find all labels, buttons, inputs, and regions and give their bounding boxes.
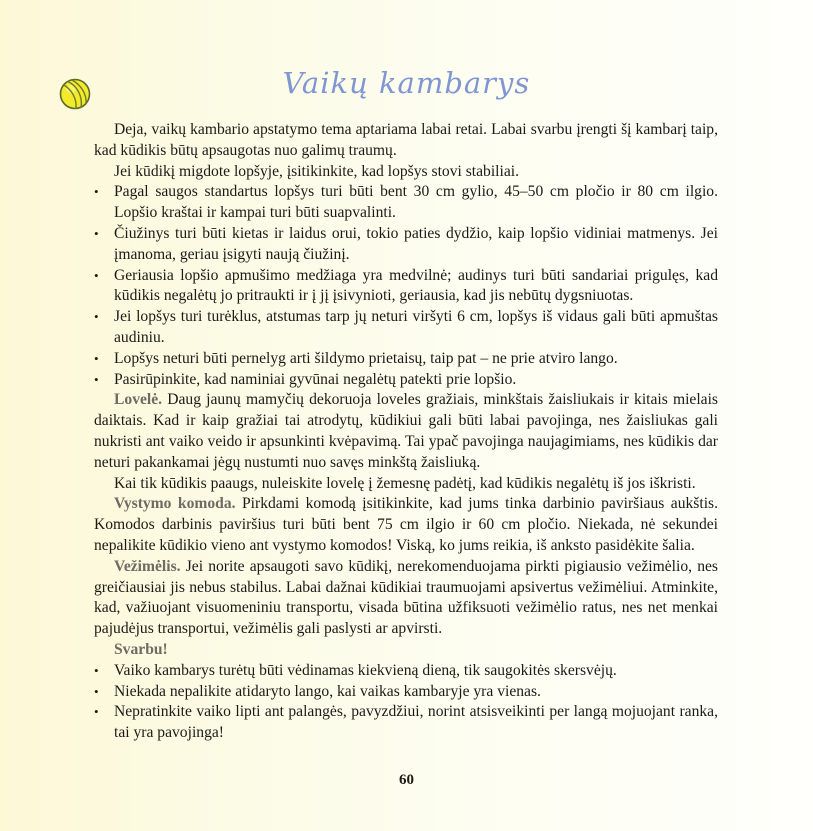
lovele-section bbox=[94, 390, 718, 473]
intro-paragraph: Jei kūdikį migdote lopšyje, įsitikinkite, kad lopšys stovi stabiliai. bbox=[114, 162, 519, 180]
list-item-text: Niekada nepalikite atidaryto lango, kai vaikas kambaryje yra vienas. bbox=[114, 682, 541, 700]
komoda-section bbox=[94, 494, 718, 556]
list-item bbox=[94, 370, 718, 391]
list-item bbox=[94, 307, 718, 349]
list-item bbox=[94, 682, 718, 703]
list-item-text: Geriausia lopšio apmušimo medžiaga yra medvilnė; audinys turi būti sandariai prigulęs, kad kūdikis negalėtų jo pritraukti ir į jį įsivynioti, geriausia, kad jis nebūtų dygsniuotas. bbox=[114, 266, 718, 305]
section-heading-svarbu: Svarbu! bbox=[114, 640, 168, 658]
list-item bbox=[94, 661, 718, 682]
intro-paragraph: Deja, vaikų kambario apstatymo tema aptariama labai retai. Labai svarbu įrengti šį kambarį taip, kad kūdikis būtų apsaugotas nuo galimų traumų. bbox=[94, 121, 718, 159]
list-item-text: Čiužinys turi būti kietas ir laidus orui, tokio paties dydžio, kaip lopšio vidiniai matmenys. Jei įmanoma, geriau įsigyti naują čiužinį. bbox=[114, 224, 718, 263]
page-title: Vaikų kambarys bbox=[282, 66, 531, 100]
section-text: Daug jaunų mamyčių dekoruoja loveles gražiais, minkštais žaisliukais ir kitais mielais daiktais. Kad ir kaip gražiai tai atrodytų, kūdikiui gali būti labai pavojinga, nes žaisliukas gali nukristi ant vaiko veido ir apsunkinti kvėpavimą. Tai ypač pavojinga naujagimiams, nes kūdikis dar neturi pakankamai jėgų nustumti nuo savęs minkštą žaisliuką. bbox=[94, 391, 718, 471]
bullet-icon: • bbox=[94, 683, 99, 699]
bullet-icon: • bbox=[94, 371, 99, 387]
list-item-text: Vaiko kambarys turėtų būti vėdinamas kiekvieną dieną, tik saugokitės skersvėjų. bbox=[114, 661, 617, 679]
list-item bbox=[94, 702, 718, 744]
bullet-icon: • bbox=[94, 350, 99, 366]
list-item bbox=[94, 349, 718, 370]
section-text: Jei norite apsaugoti savo kūdikį, nerekomenduojama pirkti pigiausio vežimėlio, nes greičiausiai jis nebus stabilus. Labai dažnai kūdikiai traumuojami apsivertus vežimėliui. Atminkite, kad, važiuojant visuomeniniu transportu, visada būtina užfiksuoti vežimėlio ratus, nes net menkai pajudėjus transportui, vežimėlis gali paslysti ar apvirsti. bbox=[94, 557, 718, 638]
article-body bbox=[94, 120, 718, 744]
page-number: 60 bbox=[399, 772, 414, 788]
crib-safety-list bbox=[94, 182, 718, 390]
section-heading-vezimelis: Vežimėlis. bbox=[114, 557, 181, 575]
list-item-text: Jei lopšys turi turėklus, atstumas tarp jų neturi viršyti 6 cm, lopšys iš vidaus gali būti apmuštas audiniu. bbox=[114, 308, 718, 346]
bullet-icon: • bbox=[94, 184, 99, 200]
section-heading-lovele: Lovelė. bbox=[114, 391, 163, 409]
important-list bbox=[94, 661, 718, 744]
list-item-text: Nepratinkite vaiko lipti ant palangės, pavyzdžiui, norint atsisveikinti per langą mojuojant ranka, tai yra pavojinga! bbox=[114, 703, 718, 742]
list-item-text: Lopšys neturi būti pernelyg arti šildymo prietaisų, taip pat – ne prie atviro lango. bbox=[114, 349, 618, 367]
list-item-text: Pasirūpinkite, kad naminiai gyvūnai negalėtų patekti prie lopšio. bbox=[114, 370, 517, 388]
list-item-text: Pagal saugos standartus lopšys turi būti bent 30 cm gylio, 45–50 cm pločio ir 80 cm ilgio. Lopšio kraštai ir kampai turi būti suapvalinti. bbox=[114, 183, 718, 222]
list-item bbox=[94, 266, 718, 308]
lovele-followup: Kai tik kūdikis paaugs, nuleiskite lovelę į žemesnę padėtį, kad kūdikis negalėtų iš jos iškristi. bbox=[114, 474, 696, 492]
bullet-icon: • bbox=[94, 704, 99, 720]
section-text: Pirkdami komodą įsitikinkite, kad jums tinka darbinio paviršiaus aukštis. Komodos darbinis paviršius turi būti bent 75 cm ilgio ir 60 cm pločio. Niekada, nė sekundei nepalikite kūdikio vieno ant vystymo komodos! Viską, ko jums reikia, iš anksto pasidėkite šalia. bbox=[94, 495, 718, 554]
list-item bbox=[94, 182, 718, 224]
list-item bbox=[94, 224, 718, 266]
section-heading-komoda: Vystymo komoda. bbox=[114, 495, 236, 513]
bullet-icon: • bbox=[94, 662, 99, 678]
bullet-icon: • bbox=[94, 267, 99, 283]
vezimelis-section bbox=[94, 557, 718, 640]
svarbu-heading-row bbox=[94, 640, 718, 661]
bullet-icon: • bbox=[94, 225, 99, 241]
bullet-icon: • bbox=[94, 309, 99, 325]
